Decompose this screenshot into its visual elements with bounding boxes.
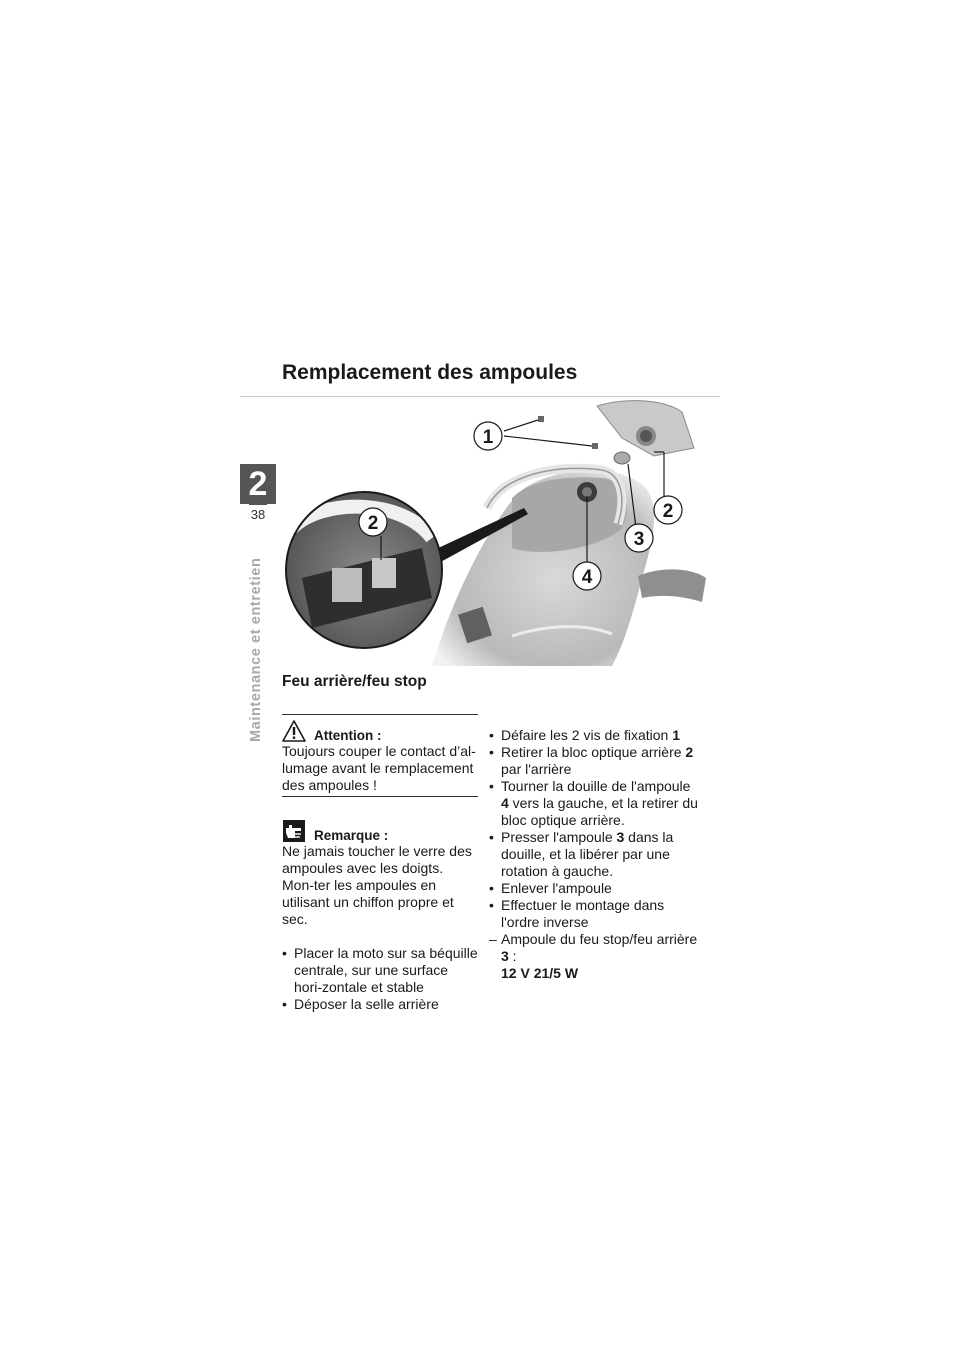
step-ref: 1 — [672, 727, 680, 743]
step-text: Tourner la douille de l'ampoule — [501, 778, 691, 794]
step-text: Enlever l'ampoule — [501, 880, 612, 896]
list-item — [489, 897, 699, 931]
bullet: • — [489, 897, 494, 913]
left-steps — [282, 945, 478, 1013]
list-item — [282, 945, 478, 996]
list-item — [489, 880, 699, 897]
list-item — [489, 727, 699, 744]
note-hand-icon — [282, 819, 306, 843]
callout-2-right-label: 2 — [662, 501, 674, 522]
remarque-label: Remarque : — [314, 828, 389, 843]
bullet: • — [282, 945, 287, 961]
list-item — [489, 778, 699, 829]
attention-header — [282, 715, 478, 743]
attention-text: Toujours couper le contact d’al-lumage avant le remplacement des ampoules ! — [282, 743, 476, 793]
list-item — [489, 744, 699, 778]
callout-3-label: 3 — [633, 529, 645, 550]
attention-label: Attention : — [314, 728, 382, 743]
title-divider — [240, 396, 720, 397]
list-item — [282, 996, 478, 1013]
step-text: Effectuer le montage dans l'ordre inverse — [501, 897, 665, 930]
step-text: Retirer la bloc optique arrière — [501, 744, 686, 760]
callout-4-label: 4 — [581, 567, 593, 588]
bullet: • — [489, 744, 494, 760]
warning-icon — [282, 719, 306, 743]
callout-2-zoom-label: 2 — [367, 513, 379, 534]
bulb-spec-ref: 3 — [501, 948, 509, 964]
step-ref: 2 — [685, 744, 694, 760]
remarque-text: Ne jamais toucher le verre des ampoules avec les doigts. Mon-ter les ampoules en utilisant un chiffon propre et sec. — [282, 843, 472, 927]
callout-3 — [625, 524, 653, 552]
remarque-header — [282, 815, 478, 843]
right-column — [489, 727, 699, 982]
step-text-after: vers la gauche, et la retirer du bloc optique arrière. — [501, 795, 698, 828]
bullet: • — [282, 996, 287, 1012]
step-text: Placer la moto sur sa béquille centrale, sur une surface hori-zontale et stable — [294, 945, 478, 995]
callout-4 — [573, 562, 601, 590]
bullet: • — [489, 829, 494, 845]
section-title: Feu arrière/feu stop — [282, 673, 427, 690]
list-item — [489, 829, 699, 880]
attention-bottom-rule — [282, 796, 478, 797]
chapter-divider — [249, 504, 267, 505]
bulb-spec-value: 12 V 21/5 W — [501, 965, 579, 981]
chapter-label: Maintenance et entretien — [248, 557, 264, 742]
step-ref: 4 — [501, 795, 509, 811]
bulb-spec-item — [489, 931, 699, 982]
bulb-spec-suffix: : — [508, 948, 517, 964]
callout-2-zoom — [359, 508, 387, 536]
step-text: Déposer la selle arrière — [294, 996, 439, 1012]
page-number: 38 — [250, 507, 266, 522]
tail-light-illustration — [282, 398, 720, 666]
step-text: Presser l'ampoule — [501, 829, 617, 845]
chapter-number: 2 — [240, 464, 276, 504]
bullet: • — [489, 778, 494, 794]
step-text: Défaire les 2 vis de fixation — [501, 727, 673, 743]
page-title: Remplacement des ampoules — [282, 361, 578, 384]
callout-1 — [474, 422, 502, 450]
step-text-after: par l'arrière — [501, 761, 572, 777]
left-column — [282, 714, 478, 1013]
step-text-after: dans la douille, et la libérer par une rotation à gauche. — [501, 829, 674, 879]
callout-1-label: 1 — [482, 427, 494, 448]
step-ref: 3 — [616, 829, 625, 845]
dash: – — [489, 931, 497, 947]
bullet: • — [489, 727, 494, 743]
bulb-spec-prefix: Ampoule du feu stop/feu arrière — [501, 931, 698, 947]
callout-2-right — [654, 496, 682, 524]
bullet: • — [489, 880, 494, 896]
